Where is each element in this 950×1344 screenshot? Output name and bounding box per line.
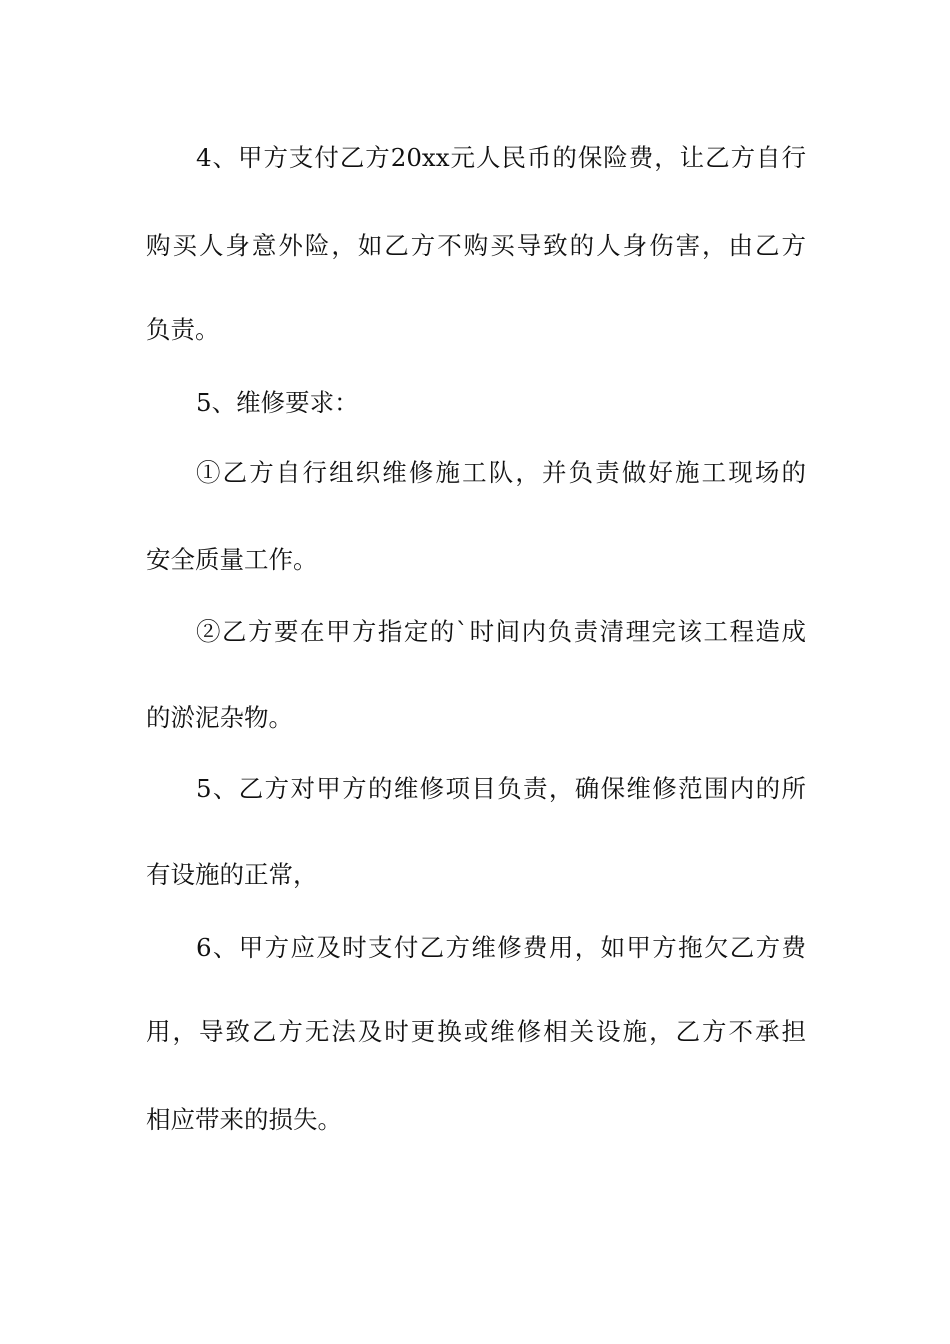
paragraph-4-line-1: 4、甲方支付乙方20xx元人民币的保险费，让乙方自行 [196, 143, 806, 172]
paragraph-5b-line-2: 有设施的正常， [146, 860, 318, 889]
paragraph-6-line-3: 相应带来的损失。 [146, 1105, 342, 1134]
paragraph-5-heading: 5、维修要求： [196, 388, 359, 417]
paragraph-4-line-2: 购买人身意外险，如乙方不购买导致的人身伤害，由乙方 [146, 231, 806, 260]
paragraph-6-line-2: 用，导致乙方无法及时更换或维修相关设施，乙方不承担 [146, 1017, 806, 1046]
item-2-line-2: 的淤泥杂物。 [146, 703, 293, 732]
paragraph-6-line-1: 6、甲方应及时支付乙方维修费用，如甲方拖欠乙方费 [196, 933, 806, 962]
item-2-line-1: ②乙方要在甲方指定的`时间内负责清理完该工程造成 [196, 617, 806, 646]
item-1-line-2: 安全质量工作。 [146, 545, 318, 574]
paragraph-5b-line-1: 5、乙方对甲方的维修项目负责，确保维修范围内的所 [196, 774, 806, 803]
item-1-line-1: ①乙方自行组织维修施工队，并负责做好施工现场的 [196, 458, 806, 487]
paragraph-4-line-3: 负责。 [146, 315, 220, 344]
